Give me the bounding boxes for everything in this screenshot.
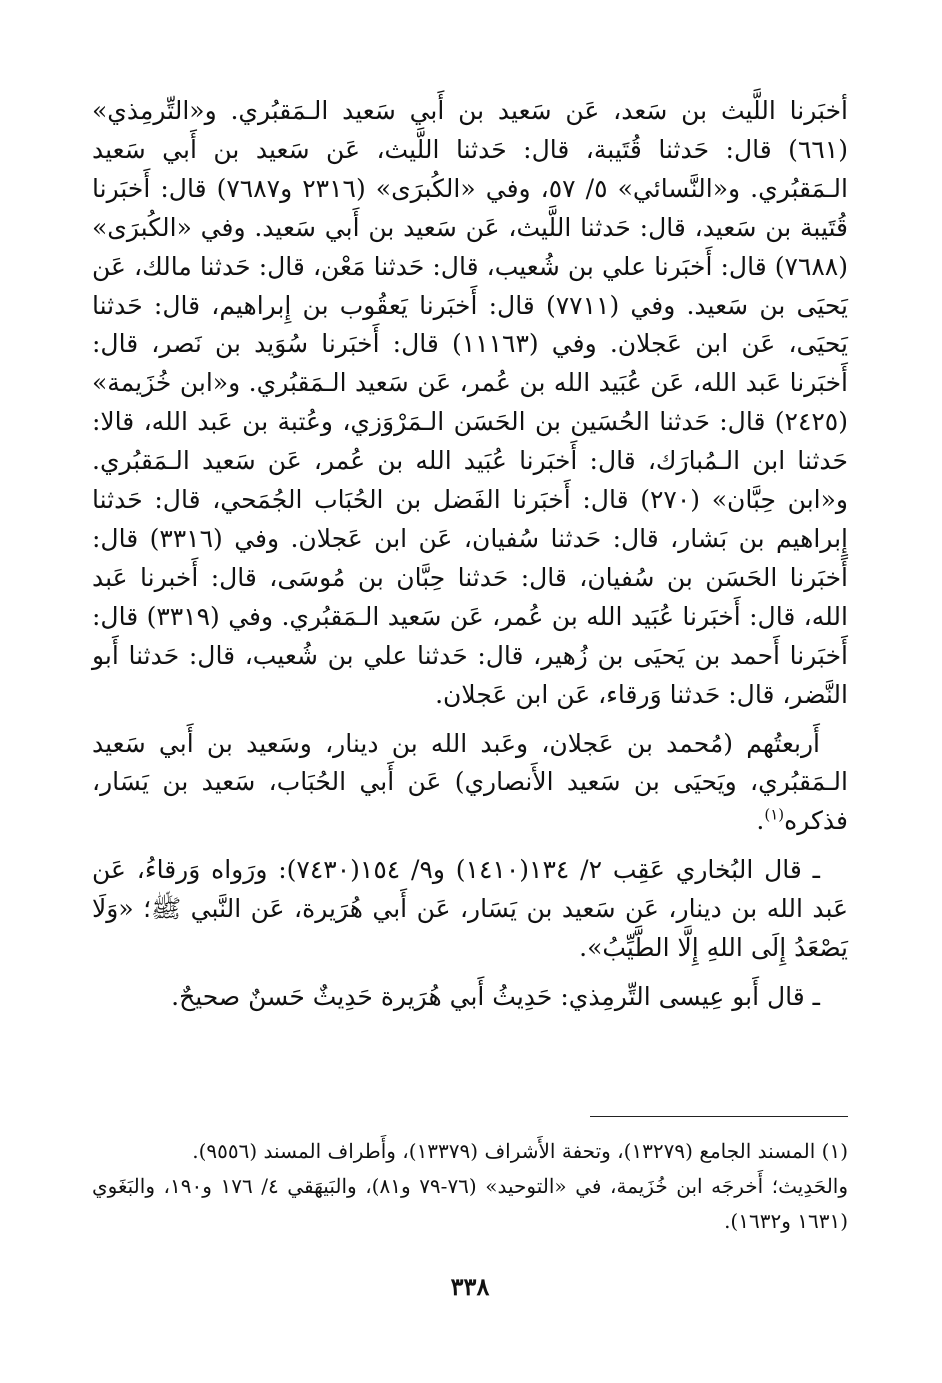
summary-end: . bbox=[756, 806, 765, 836]
paragraph-tirmidhi: ـ قال أَبو عِيسى التِّرمِذي: حَدِيثُ أَبي هُرَيرة حَدِيثٌ حَسنٌ صحيحٌ. bbox=[171, 981, 820, 1011]
paragraph-summary bbox=[92, 725, 848, 842]
paragraph-isnad: أخبَرنا اللَّيث بن سَعد، عَن سَعيد بن أَبي سَعيد الـمَقبُري. و«التِّرمِذي» (٦٦١) قال: حَدثنا قُتَيبة، قال: حَدثنا اللَّيث، عَن سَعيد بن أَبي سَعيد الـمَقبُري. و«النَّسائي» ٥/ ٥٧، وفي «الكُبرَى» (٢٣١٦ و٧٦٨٧) قال: أَخبَرنا قُتَيبة بن سَعيد، قال: حَدثنا اللَّيث، عَن سَعيد بن أَبي سَعيد. وفي «الكُبرَى» (٧٦٨٨) قال: أَخبَرنا علي بن شُعيب، قال: حَدثنا مَعْن، قال: حَدثنا مالك، عَن يَحيَى بن سَعيد. وفي (٧٧١١) قال: أَخبَرنا يَعقُوب بن إِبراهيم، قال: حَدثنا يَحيَى، عَن ابن عَجلان. وفي (١١١٦٣) قال: أَخبَرنا سُوَيد بن نَصر، قال: أَخبَرنا عَبد الله، عَن عُبَيد الله بن عُمر، عَن سَعيد الـمَقبُري. و«ابن خُزَيمة» (٢٤٢٥) قال: حَدثنا الحُسَين بن الحَسَن الـمَرْوَزي، وعُتبة بن عَبد الله، قالا: حَدثنا ابن الـمُبارَك، قال: أَخبَرنا عُبَيد الله بن عُمر، عَن سَعيد الـمَقبُري. و«ابن حِبَّان» (٢٧٠) قال: أَخبَرنا الفَضل بن الحُبَاب الجُمَحي، قال: حَدثنا إِبراهيم بن بَشار، قال: حَدثنا سُفيان، عَن ابن عَجلان. وفي (٣٣١٦) قال: أَخبَرنا الحَسَن بن سُفيان، قال: حَدثنا حِبَّان بن مُوسَى، قال: أَخبرنا عَبد الله، قال: أَخبَرنا عُبَيد الله بن عُمر، عَن سَعيد الـمَقبُري. وفي (٣٣١٩) قال: أَخبَرنا أَحمد بن يَحيَى بن زُهير، قال: حَدثنا علي بن شُعيب، قال: حَدثنا أَبو النَّضر، قال: حَدثنا وَرقاء، عَن ابن عَجلان. bbox=[92, 96, 848, 709]
footnote-1: (١) المسند الجامع (١٣٢٧٩)، وتحفة الأَشراف (١٣٣٧٩)، وأَطراف المسند (٩٥٥٦). bbox=[192, 1139, 848, 1163]
paragraph-bukhari: ـ قال البُخاري عَقِب ٢/ ١٣٤(١٤١٠) و٩/ ١٥٤(٧٤٣٠): ورَواه وَرقاءُ، عَن عَبد الله بن دينار، عَن سَعيد بن يَسَار، عَن أَبي هُرَيرة، عَن النَّبي ﷺ؛ «وَلَا يَصْعَدُ إِلَى اللهِ إِلَّا الطَّيِّبُ». bbox=[92, 855, 848, 963]
footnote-divider bbox=[590, 1116, 848, 1117]
footnote-marker: (١) bbox=[764, 805, 785, 824]
book-page bbox=[92, 92, 848, 1332]
footnotes bbox=[92, 1134, 848, 1239]
main-text bbox=[92, 92, 848, 1017]
page-number: ٣٣٨ bbox=[450, 1272, 490, 1301]
footnote-2: والحَدِيث؛ أَخرجَه ابن خُزَيمة، في «التوحيد» (٧٦-٧٩ و٨١)، والبَيهَقي ٤/ ١٧٦ و١٩٠، والبَغَوي (١٦٣١ و١٦٣٢). bbox=[92, 1174, 849, 1233]
summary-text: أَربعتُهم (مُحمد بن عَجلان، وعَبد الله بن دينار، وسَعيد بن أَبي سَعيد الـمَقبُري، ويَحيَى بن سَعيد الأَنصاري) عَن أَبي الحُبَاب، سَعيد بن يَسَار، فذكره bbox=[92, 728, 848, 836]
